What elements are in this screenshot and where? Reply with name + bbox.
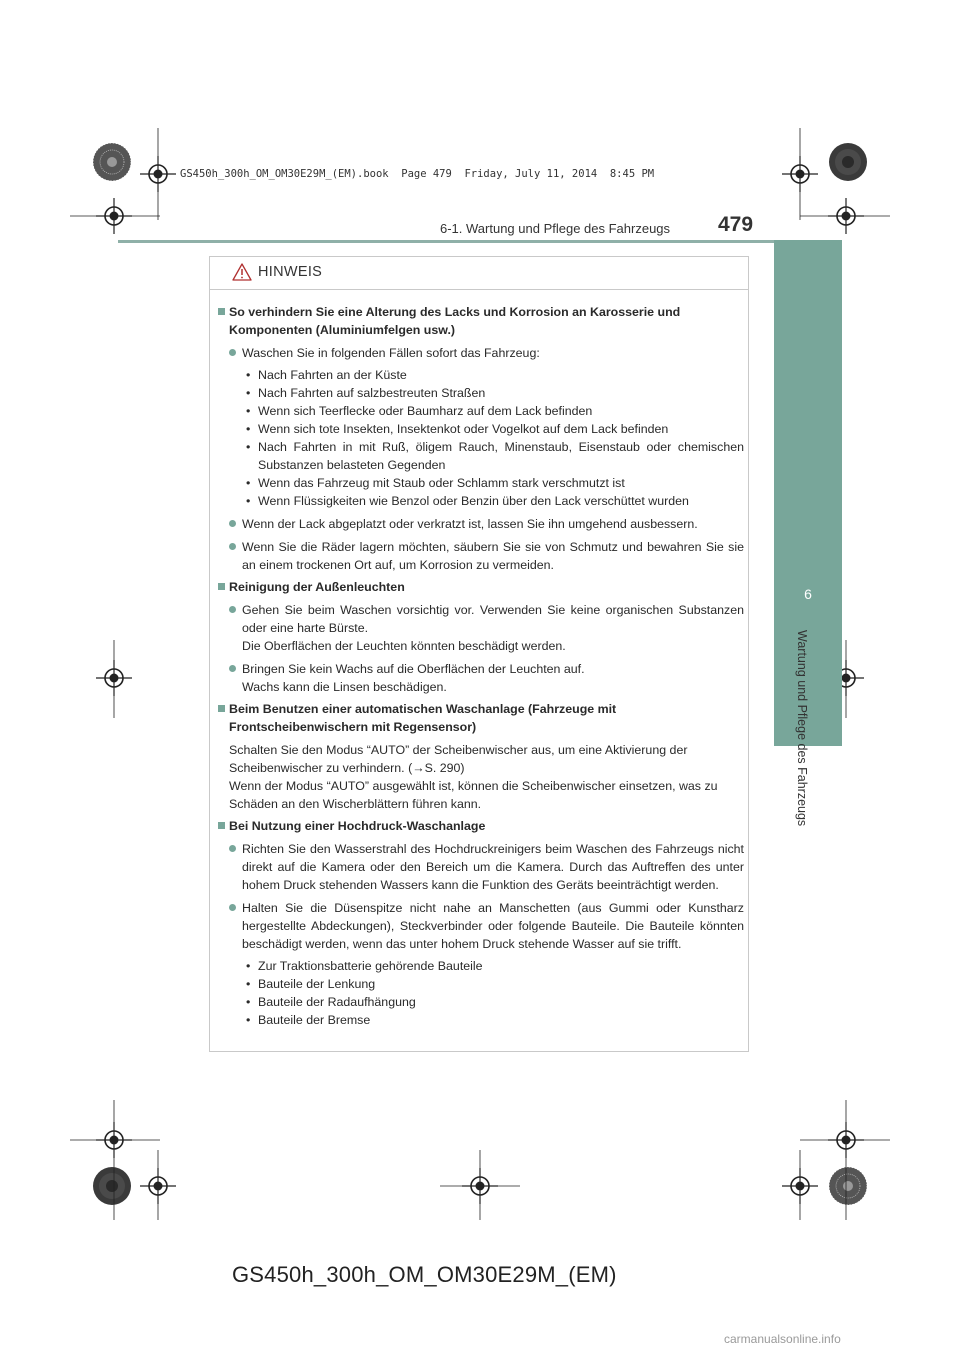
list-item: • Nach Fahrten auf salzbestreuten Straßen — [242, 384, 744, 402]
list-item: • Wenn Flüssigkeiten wie Benzol oder Benzin über den Lack verschüttet wurden — [242, 492, 744, 510]
list-item: • Nach Fahrten in mit Ruß, öligem Rauch, Minenstaub, Eisenstaub oder chemischen Substanzen belasteten Gegenden — [242, 438, 744, 474]
caution-item: Halten Sie die Düsenspitze nicht nahe an Manschetten (aus Gummi oder Kunstharz hergestellte Abdeckungen), Steckverbinder oder folgende Bauteile. Die Bauteile könnten beschädigt werden, wenn das unter hohem Druck stehende Wasser auf sie trifft. — [218, 899, 744, 953]
list-item: • Nach Fahrten an der Küste — [242, 366, 744, 384]
section-heading: Reinigung der Außenleuchten — [218, 578, 744, 596]
chapter-number: 6 — [804, 586, 812, 602]
book-file-line: GS450h_300h_OM_OM30E29M_(EM).book Page 479 Friday, July 11, 2014 8:45 PM — [180, 168, 655, 180]
section-heading: Bei Nutzung einer Hochdruck-Waschanlage — [218, 817, 744, 835]
model-code: GS450h_300h_OM_OM30E29M_(EM) — [232, 1262, 617, 1287]
list-item: • Wenn sich Teerflecke oder Baumharz auf dem Lack befinden — [242, 402, 744, 420]
caution-item: Richten Sie den Wasserstrahl des Hochdruckreinigers beim Waschen des Fahrzeugs nicht direkt auf die Kamera oder den Bereich um die Kamera. Durch das Auftreffen des unter hohem Druck stehenden Wassers kann die Funktion des Geräts beeinträchtigt werden. — [218, 840, 744, 894]
situation-list — [218, 366, 744, 510]
caution-text: Bringen Sie kein Wachs auf die Oberflächen der Leuchten auf. — [242, 662, 585, 676]
notice-content — [218, 299, 744, 1029]
chapter-label: Wartung und Pflege des Fahrzeugs — [795, 630, 809, 827]
notice-divider — [210, 289, 748, 290]
header-rule — [118, 240, 842, 243]
caution-item — [218, 601, 744, 655]
list-item: • Wenn sich tote Insekten, Insektenkot oder Vogelkot auf dem Lack befinden — [242, 420, 744, 438]
warning-icon — [232, 263, 252, 281]
page-number: 479 — [718, 213, 754, 236]
caution-item: Wenn Sie die Räder lagern möchten, säubern Sie sie von Schmutz und bewahren Sie sie an einem trockenen Ort auf, um Korrosion zu vermeiden. — [218, 538, 744, 574]
list-item: • Bauteile der Bremse — [242, 1011, 744, 1029]
caution-text: Die Oberflächen der Leuchten könnten beschädigt werden. — [242, 639, 566, 653]
section-heading: Beim Benutzen einer automatischen Waschanlage (Fahrzeuge mit Frontscheibenwischern mit Regensensor) — [218, 700, 744, 736]
caution-item — [218, 660, 744, 696]
paragraph: Schalten Sie den Modus “AUTO” der Scheibenwischer aus, um eine Aktivierung der Scheibenwischer zu verhindern. (→S. 290) — [229, 743, 688, 775]
list-item: • Wenn das Fahrzeug mit Staub oder Schlamm stark verschmutzt ist — [242, 474, 744, 492]
component-list — [218, 957, 744, 1029]
list-item: • Bauteile der Radaufhängung — [242, 993, 744, 1011]
section-title: 6-1. Wartung und Pflege des Fahrzeugs — [440, 221, 671, 236]
list-item: • Bauteile der Lenkung — [242, 975, 744, 993]
notice-title: HINWEIS — [258, 264, 323, 280]
caution-item: Waschen Sie in folgenden Fällen sofort das Fahrzeug: — [218, 344, 744, 362]
paragraph: Wenn der Modus “AUTO” ausgewählt ist, können die Scheibenwischer einsetzen, was zu Schäden an den Wischerblättern führen kann. — [229, 779, 718, 811]
watermark-link[interactable]: carmanualsonline.info — [724, 1332, 841, 1346]
caution-item: Wenn der Lack abgeplatzt oder verkratzt ist, lassen Sie ihn umgehend ausbessern. — [218, 515, 744, 533]
caution-text: Wachs kann die Linsen beschädigen. — [242, 680, 447, 694]
section-heading: So verhindern Sie eine Alterung des Lacks und Korrosion an Karosserie und Komponenten (Aluminiumfelgen usw.) — [218, 303, 744, 339]
caution-text: Gehen Sie beim Waschen vorsichtig vor. Verwenden Sie keine organischen Substanzen oder eine harte Bürste. — [242, 603, 744, 635]
notice-header — [232, 263, 322, 281]
list-item: • Zur Traktionsbatterie gehörende Bauteile — [242, 957, 744, 975]
notice-box — [209, 256, 749, 1052]
